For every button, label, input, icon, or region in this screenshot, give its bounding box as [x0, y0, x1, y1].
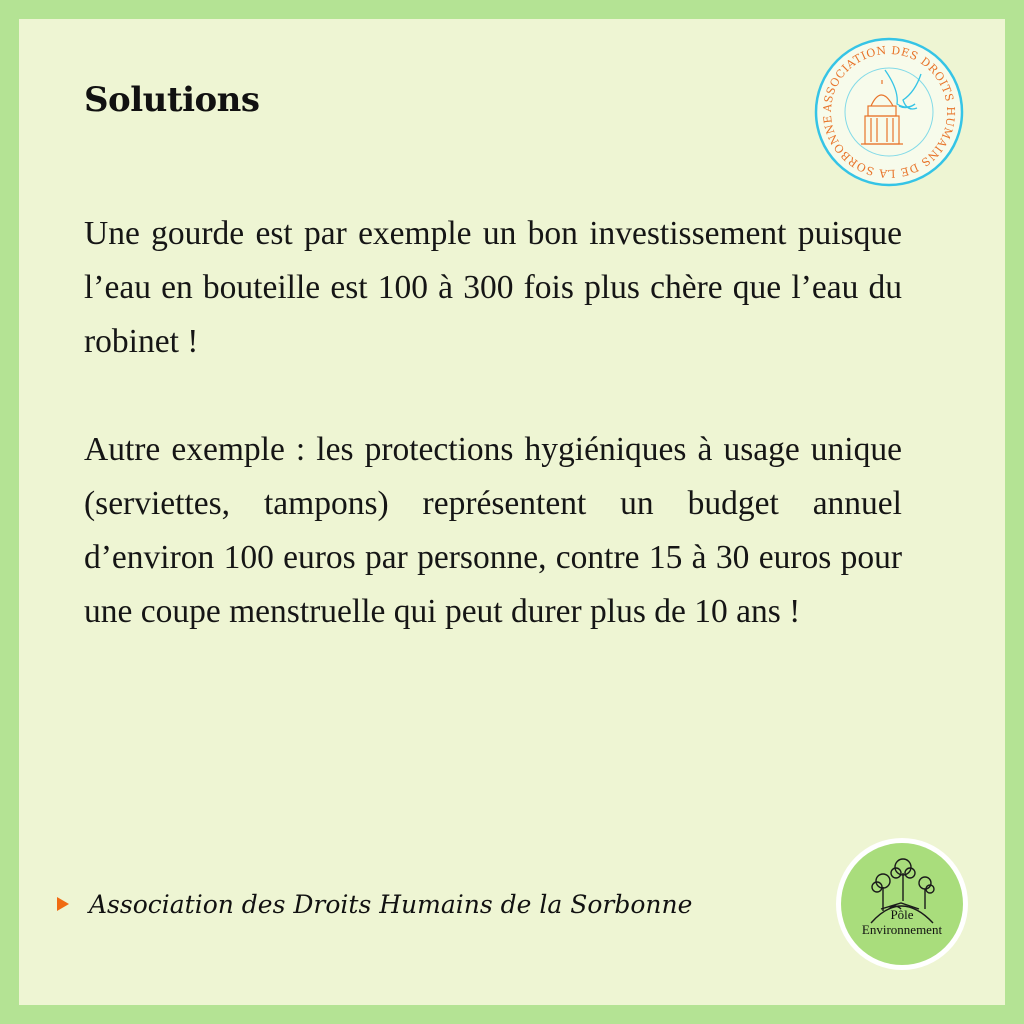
paragraph-protections: Autre exemple : les protections hygiéniques à usage unique (serviettes, tampons) représentent un budget annuel d’environ 100 euros par personne, contre 15 à 30 euros pour une coupe menstruelle qui peut durer plus de 10 ans ! [84, 431, 902, 630]
seal-text: ASSOCIATION DES DROITS HUMAINS DE LA SORBONNE [820, 43, 958, 181]
footer-credit [57, 886, 692, 922]
pole-environnement-logo [836, 838, 968, 970]
organization-name: Association des Droits Humains de la Sorbonne [89, 889, 693, 919]
pole-label [841, 907, 963, 937]
paragraph-gourde: Une gourde est par exemple un bon investissement puisque l’eau en bouteille est 100 à 300 fois plus chère que l’eau du robinet ! [84, 215, 902, 360]
triangle-bullet-icon [57, 897, 69, 911]
association-seal-logo [813, 36, 965, 188]
pole-label-line2: Environnement [861, 922, 943, 937]
trees-globe-icon [841, 843, 963, 965]
pole-badge-circle [841, 843, 963, 965]
seal-icon [813, 36, 965, 188]
page-title: Solutions [84, 80, 260, 120]
pole-label-line1: Pôle [890, 907, 914, 922]
